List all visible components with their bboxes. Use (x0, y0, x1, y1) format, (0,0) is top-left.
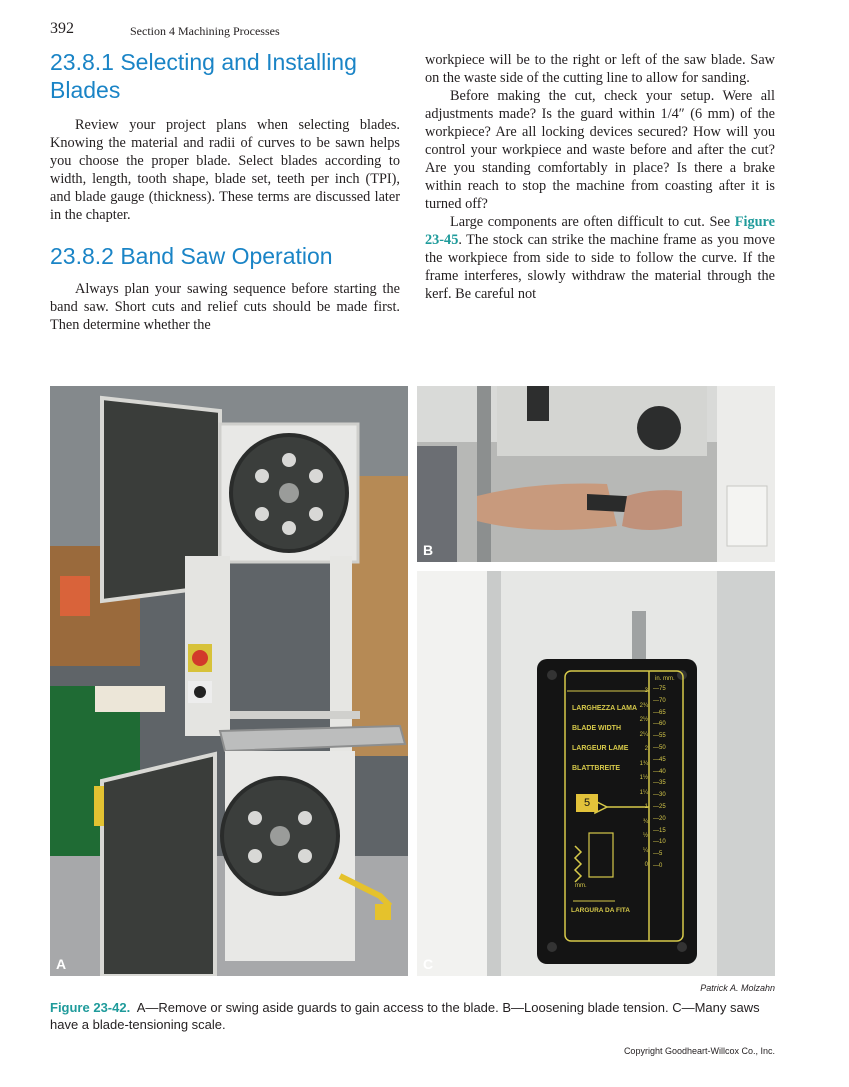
caption-figure-label: Figure 23-42. (50, 1000, 131, 1015)
paragraph-selecting-blades: Review your project plans when selecting blades. Knowing the material and radii of curves to be sawn helps you choose the proper blade. Select blades according to width, length, tooth shape, blade set, teeth per inch (TPI), and blade gauge (thickness). These terms are discussed later in the chapter. (50, 117, 400, 223)
paragraph-sawing-sequence: Always plan your sawing sequence before starting the band saw. Short cuts and relief cuts should be made first. Then determine whether the (50, 281, 400, 333)
running-head: Section 4 Machining Processes (130, 24, 280, 38)
mm-tick-label: —60 (653, 721, 666, 728)
para-4-rest: . The stock can strike the machine frame as you move the workpiece from side to side to follow the curve. If the frame interferes, slowly withdraw the material through the kerf. Be careful not (425, 232, 775, 302)
mm-tick-label: —50 (653, 744, 666, 751)
inch-tick-label: 1½ (639, 775, 648, 781)
mm-tick-label: —35 (653, 780, 666, 787)
mm-scale (653, 684, 673, 873)
photo-b-blade-tension (417, 386, 775, 562)
mm-tick-label: —20 (653, 815, 666, 822)
mm-tick-label: —25 (653, 803, 666, 810)
inch-tick-label: ¼ (642, 847, 648, 854)
photo-a-band-saw (50, 386, 408, 976)
scale-unit-headers (655, 676, 675, 682)
inch-tick-label: 0 (644, 862, 648, 868)
photo-c-tension-scale (417, 571, 775, 976)
scale-marker: 5 (576, 794, 598, 812)
mm-tick-label: —30 (653, 792, 666, 799)
scale-mm-arrow-label: mm. (575, 883, 587, 889)
inch-tick-label: 2¾ (639, 702, 648, 709)
caption-text: A—Remove or swing aside guards to gain access to the blade. B—Loosening blade tension. C—Many saws have a blade-tensioning scale. (50, 1000, 760, 1032)
mm-tick-label: —55 (653, 733, 666, 740)
mm-tick-label: —75 (653, 686, 666, 692)
inch-tick-label: 2 (644, 746, 648, 752)
scale-unit-in: in. (655, 676, 662, 682)
mm-tick-label: —70 (653, 697, 666, 704)
inch-tick-label: ¾ (642, 818, 648, 825)
band-saw-illustration (50, 386, 408, 976)
mm-tick-label: —5 (653, 851, 663, 858)
scale-unit-mm: mm. (663, 676, 675, 682)
blade-tension-illustration (417, 386, 775, 562)
para-4-lead: Large components are often difficult to cut. See (450, 214, 735, 230)
mm-tick-label: —40 (653, 768, 666, 775)
heading-band-saw-operation: 23.8.2 Band Saw Operation (50, 243, 333, 269)
photo-c-label: C (423, 956, 434, 972)
inch-tick-label: 2¼ (639, 731, 648, 738)
scale-plate-labels (572, 699, 637, 779)
mm-tick-label: —65 (653, 709, 666, 716)
mm-tick-label: —10 (653, 839, 666, 846)
inch-tick-label: 1¼ (639, 789, 648, 796)
paragraph-waste-side: workpiece will be to the right or left of the saw blade. Saw on the waste side of the cutting line to allow for sanding. (425, 52, 775, 86)
inch-tick-label: 2½ (639, 717, 648, 723)
scale-label-largeur: LARGEUR LAME (572, 745, 629, 752)
photo-a-label: A (56, 956, 67, 972)
scale-label-blattbreite: BLATTBREITE (572, 765, 621, 772)
paragraph-check-setup: Before making the cut, check your setup. Were all adjustments made? Is the guard within 1/4″ (6 mm) of the workpiece? Are all locking devices secured? How will you control your workpiece and waste before and after the cut? Are you standing comfortably in place? Is there a brake within reach to stop the machine from coasting after it is turned off? (425, 88, 775, 212)
left-column (50, 48, 400, 334)
inch-tick-label: 1 (644, 804, 648, 810)
paragraph-large-components (425, 213, 775, 303)
heading-selecting-blades: 23.8.1 Selecting and Installing Blades (50, 49, 357, 103)
inch-tick-label: ½ (642, 833, 648, 839)
page-number: 392 (50, 20, 74, 37)
mm-tick-label: —15 (653, 827, 666, 834)
copyright-notice: Copyright Goodheart-Willcox Co., Inc. (623, 1046, 775, 1056)
inch-scale (630, 684, 648, 873)
figure-reference-23-45[interactable]: Figure 23-45 (425, 214, 775, 248)
scale-label-largura: LARGURA DA FITA (571, 907, 630, 914)
mm-tick-label: —0 (653, 862, 663, 869)
photo-b-label: B (423, 542, 434, 558)
figure-caption (50, 999, 780, 1033)
scale-label-blade-width: BLADE WIDTH (572, 725, 621, 732)
scale-label-larghezza: LARGHEZZA LAMA (572, 705, 638, 712)
inch-tick-label: 3 (644, 688, 648, 694)
inch-tick-label: 1¾ (639, 760, 648, 767)
photo-credit: Patrick A. Molzahn (700, 983, 775, 993)
right-column (425, 51, 775, 303)
mm-tick-label: —45 (653, 756, 666, 763)
